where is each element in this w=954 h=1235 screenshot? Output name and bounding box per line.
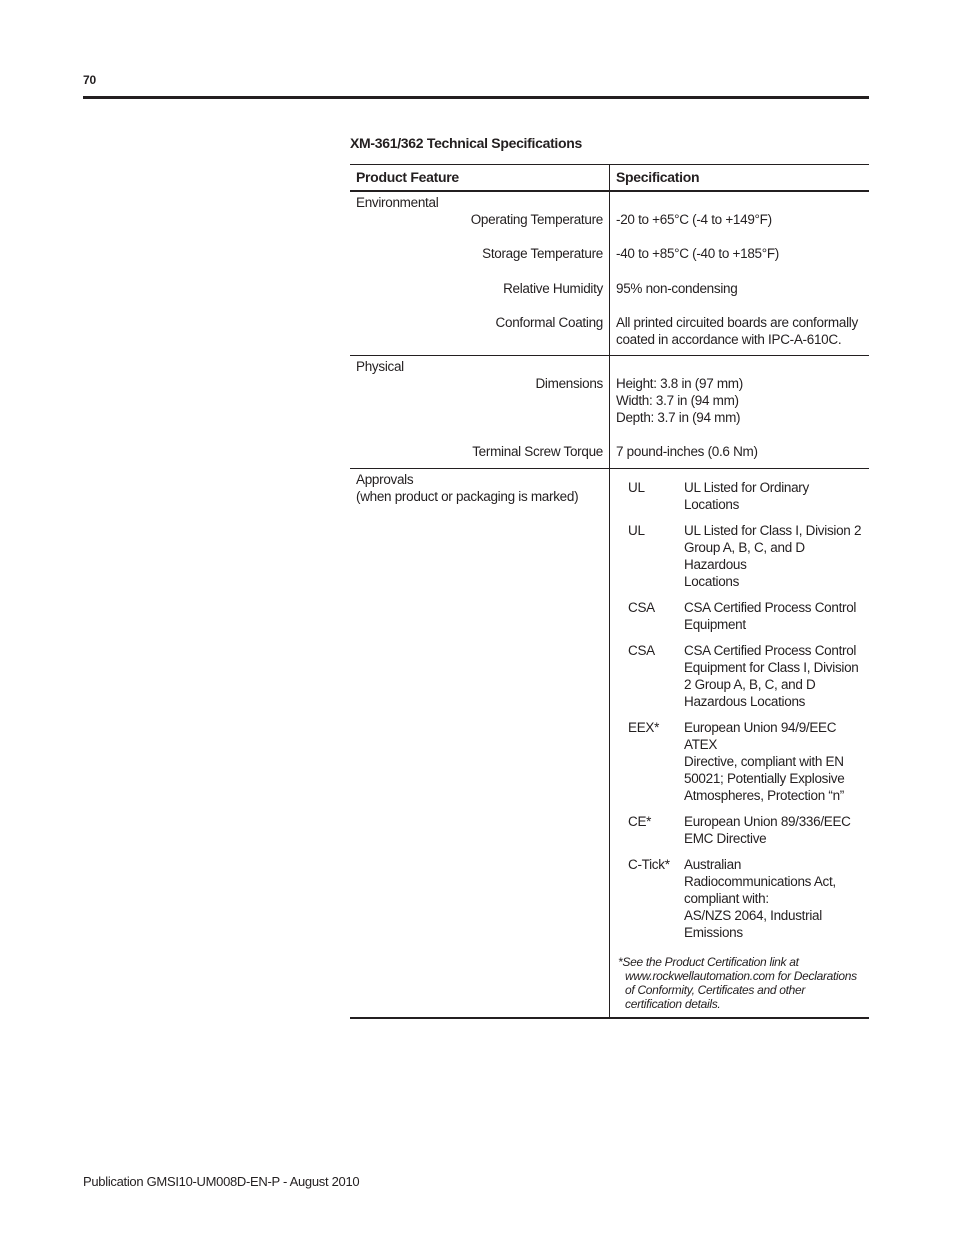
spec-row xyxy=(350,434,869,468)
footnote-line: *See the Product Certification link at xyxy=(618,955,799,969)
value-dimensions xyxy=(609,366,869,434)
approval-desc xyxy=(684,479,864,513)
group-label-physical: Physical xyxy=(356,359,404,374)
approval-code: UL xyxy=(628,480,645,495)
value-conformal-coating xyxy=(609,305,869,355)
footnote-line: of Conformity, Certificates and other xyxy=(625,983,806,997)
value-line: Height: 3.8 in (97 mm) xyxy=(616,376,743,391)
approval-code: CSA xyxy=(628,643,655,658)
desc-line: Australian xyxy=(684,857,742,872)
group-label-approvals: Approvals xyxy=(356,472,414,487)
approval-code: CSA xyxy=(628,600,655,615)
desc-line: CSA Certified Process Control xyxy=(684,600,857,615)
approval-desc xyxy=(684,522,864,590)
desc-line: AS/NZS 2064, Industrial xyxy=(684,908,822,923)
desc-line: CSA Certified Process Control xyxy=(684,643,857,658)
approval-item xyxy=(628,642,869,710)
footnote-line: www.rockwellautomation.com for Declarations xyxy=(625,969,857,983)
feature-conformal-coating: Conformal Coating xyxy=(495,315,603,330)
value-terminal-screw-torque: 7 pound-inches (0.6 Nm) xyxy=(609,434,869,468)
desc-line: Locations xyxy=(684,497,740,512)
value-storage-temperature: -40 to +85°C (-40 to +185°F) xyxy=(609,236,869,271)
spec-row xyxy=(350,271,869,305)
header-product-feature: Product Feature xyxy=(356,169,459,185)
approvals-label-cell xyxy=(350,469,609,1017)
approval-desc xyxy=(684,642,864,710)
approval-item xyxy=(628,813,869,847)
page-number: 70 xyxy=(83,73,96,87)
feature-operating-temperature: Operating Temperature xyxy=(470,212,603,227)
desc-line: 50021; Potentially Explosive xyxy=(684,771,845,786)
feature-storage-temperature: Storage Temperature xyxy=(482,246,603,261)
approval-item xyxy=(628,479,869,513)
publication-footer: Publication GMSI10-UM008D-EN-P - August 2010 xyxy=(83,1174,360,1189)
approval-desc xyxy=(684,599,864,633)
value-line: All printed circuited boards are conformally xyxy=(616,315,858,330)
feature-terminal-screw-torque: Terminal Screw Torque xyxy=(472,444,603,459)
desc-line: Locations xyxy=(684,574,740,589)
group-physical xyxy=(350,356,869,469)
approvals-list-cell xyxy=(609,469,869,1017)
value-line: Depth: 3.7 in (94 mm) xyxy=(616,410,741,425)
approval-item xyxy=(628,856,869,941)
desc-line: UL Listed for Ordinary xyxy=(684,480,809,495)
group-environmental xyxy=(350,192,869,356)
approval-code: C-Tick* xyxy=(628,857,670,872)
desc-line: European Union 94/9/EEC ATEX xyxy=(684,720,837,752)
desc-line: UL Listed for Class I, Division 2 xyxy=(684,523,862,538)
desc-line: Atmospheres, Protection “n” xyxy=(684,788,844,803)
feature-dimensions: Dimensions xyxy=(535,376,603,391)
approval-item xyxy=(628,522,869,590)
desc-line: compliant with: xyxy=(684,891,769,906)
value-line: coated in accordance with IPC-A-610C. xyxy=(616,332,842,347)
spec-row xyxy=(350,236,869,271)
group-approvals xyxy=(350,469,869,1019)
feature-relative-humidity: Relative Humidity xyxy=(503,281,603,296)
desc-line: Equipment for Class I, Division xyxy=(684,660,859,675)
approval-code: CE* xyxy=(628,814,652,829)
header-rule xyxy=(83,96,869,99)
desc-line: Equipment xyxy=(684,617,746,632)
approval-desc xyxy=(684,719,864,804)
table-title: XM-361/362 Technical Specifications xyxy=(350,135,583,151)
certification-footnote xyxy=(610,955,869,1017)
value-line: Width: 3.7 in (94 mm) xyxy=(616,393,739,408)
desc-line: Directive, compliant with EN xyxy=(684,754,844,769)
approvals-sublabel: (when product or packaging is marked) xyxy=(356,489,579,504)
approval-desc xyxy=(684,856,864,941)
footnote-line: certification details. xyxy=(625,997,721,1011)
group-label-environmental: Environmental xyxy=(356,195,439,210)
desc-line: Hazardous Locations xyxy=(684,694,806,709)
desc-line: Group A, B, C, and D Hazardous xyxy=(684,540,805,572)
table-header-row xyxy=(350,164,869,192)
approval-code: EEX* xyxy=(628,720,660,735)
value-operating-temperature: -20 to +65°C (-4 to +149°F) xyxy=(609,202,869,236)
desc-line: EMC Directive xyxy=(684,831,767,846)
spec-row xyxy=(350,305,869,355)
desc-line: European Union 89/336/EEC xyxy=(684,814,851,829)
desc-line: Emissions xyxy=(684,925,743,940)
spec-row xyxy=(350,366,869,434)
desc-line: 2 Group A, B, C, and D xyxy=(684,677,816,692)
approval-item xyxy=(628,719,869,804)
desc-line: Radiocommunications Act, xyxy=(684,874,836,889)
approval-code: UL xyxy=(628,523,645,538)
approval-desc xyxy=(684,813,864,847)
spec-table xyxy=(350,164,869,1019)
approval-item xyxy=(628,599,869,633)
approvals-list xyxy=(610,469,869,941)
header-specification: Specification xyxy=(609,165,869,190)
value-relative-humidity: 95% non-condensing xyxy=(609,271,869,305)
